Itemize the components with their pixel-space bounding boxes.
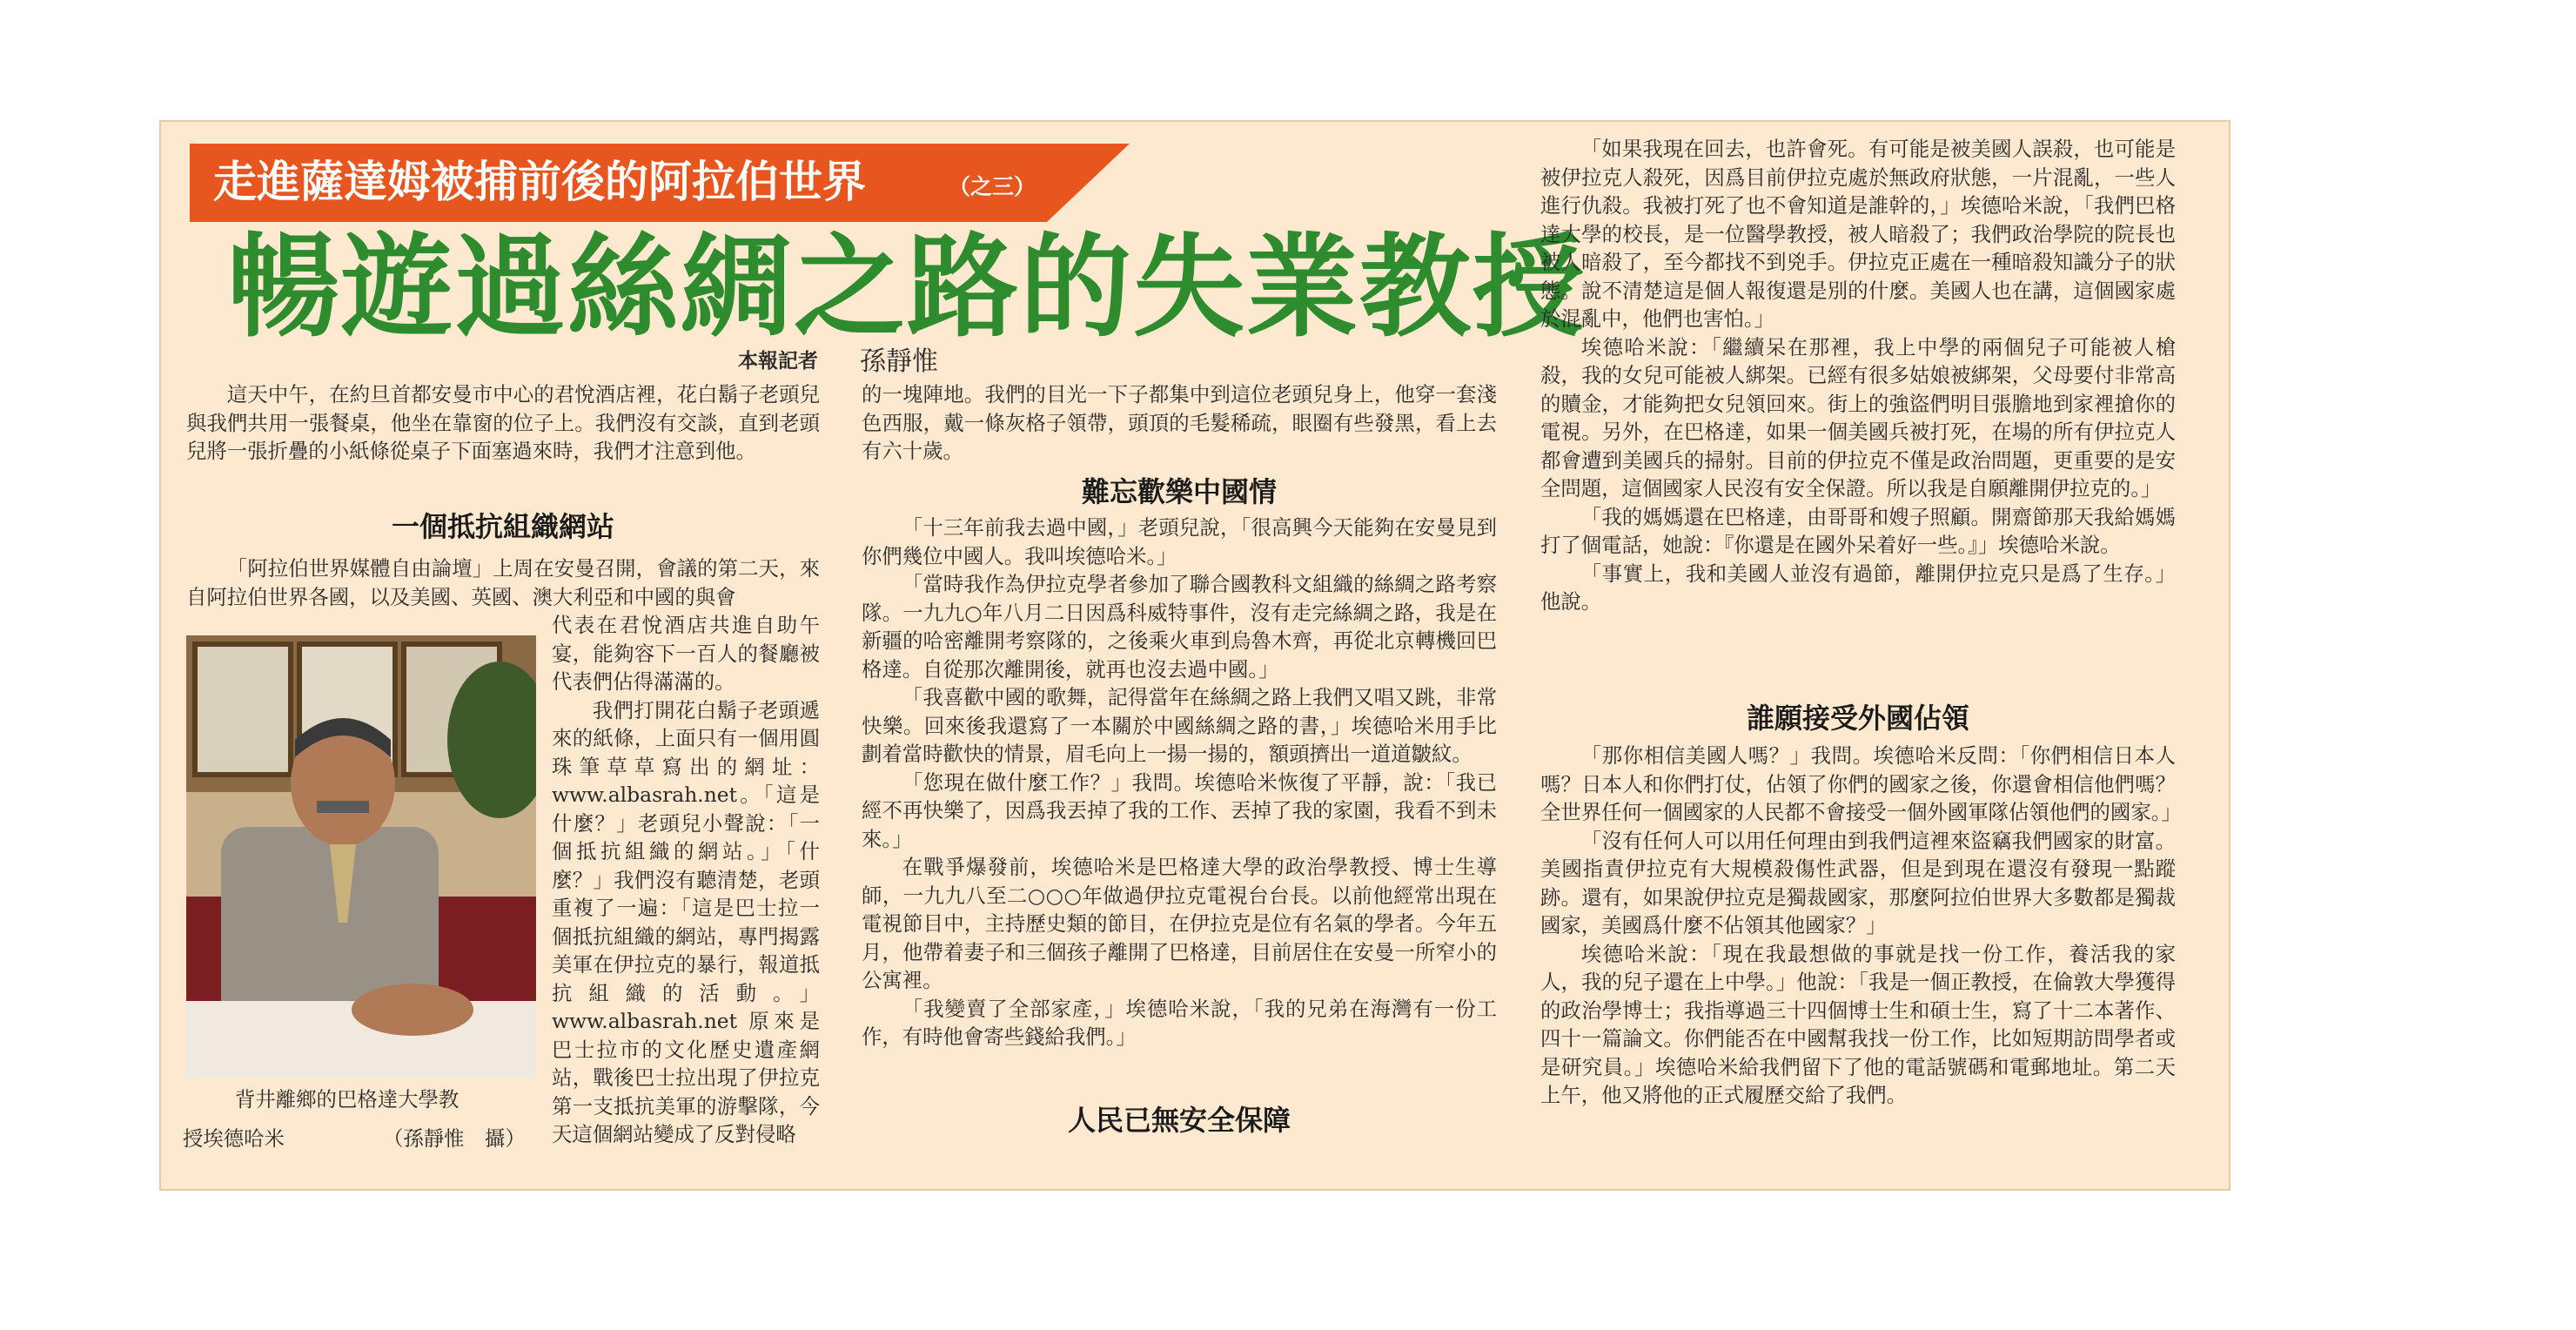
column3-body-bottom bbox=[1540, 742, 2182, 1110]
professor-photo bbox=[186, 635, 536, 1078]
paragraph: 「我的媽媽還在巴格達，由哥哥和嫂子照顧。開齋節那天我給媽媽打了個電話，她說：『你還是在國外呆着好一些。』」埃德哈米說。 bbox=[1540, 504, 2176, 557]
column1-lead bbox=[186, 380, 820, 466]
paragraph: 「十三年前我去過中國，」老頭兒說，「很高興今天能夠在安曼見到你們幾位中國人。我叫埃德哈米。」 bbox=[862, 515, 1497, 568]
paragraph: 「您現在做什麼工作？」我問。埃德哈米恢復了平靜，說：「我已經不再快樂了，因爲我丟掉了我的工作、丟掉了我的家園，我看不到未來。」 bbox=[862, 769, 1497, 851]
column2-body bbox=[862, 514, 1497, 1051]
paragraph: 「沒有任何人可以用任何理由到我們這裡來盜竊我們國家的財富。美國指責伊拉克有大規模殺傷性武器，但是到現在還沒有發現一點蹤跡。還有，如果說伊拉克是獨裁國家，那麼阿拉伯世界大多數都是獨裁國家，美國爲什麼不佔領其他國家？」 bbox=[1540, 828, 2176, 937]
headline: 暢遊過絲綢之路的失業教授 bbox=[228, 222, 1587, 353]
paragraph: 「當時我作為伊拉克學者參加了聯合國教科文組織的絲綢之路考察隊。一九九○年八月二日因爲科威特事件，沒有走完絲綢之路，我是在新疆的哈密離開考察隊的，之後乘火車到烏魯木齊，再從北京轉機回巴格達。自從那次離開後，就再也沒去過中國。」 bbox=[862, 572, 1497, 682]
paragraph: 「事實上，我和美國人並沒有過節，離開伊拉克只是爲了生存。」他說。 bbox=[1540, 561, 2176, 614]
subhead-china-memories: 難忘歡樂中國情 bbox=[1081, 475, 1277, 508]
photo-illustration bbox=[186, 635, 536, 1078]
subhead-resistance-website: 一個抵抗組織網站 bbox=[391, 510, 614, 543]
subhead-no-security: 人民已無安全保障 bbox=[1067, 1104, 1291, 1137]
column3-body-top bbox=[1540, 135, 2176, 616]
paragraph: 「那你相信美國人嗎？」我問。埃德哈米反問：「你們相信日本人嗎？日本人和你們打仗，佔領了你們的國家之後，你還會相信他們嗎？全世界任何一個國家的人民都不會接受一個外國軍隊佔領他們的國家。」 bbox=[1540, 743, 2182, 824]
series-title: 走進薩達姆被捕前後的阿拉伯世界 bbox=[213, 157, 866, 207]
byline-author: 孫靜惟 bbox=[860, 346, 938, 377]
subhead-foreign-occupation: 誰願接受外國佔領 bbox=[1746, 702, 1969, 735]
paragraph: 「如果我現在回去，也許會死。有可能是被美國人誤殺，也可能是被伊拉克人殺死，因爲目前伊拉克處於無政府狀態，一片混亂，一些人進行仇殺。我被打死了也不會知道是誰幹的，」埃德哈米說，「我們巴格達大學的校長，是一位醫學教授，被人暗殺了；我們政治學院的院長也被人暗殺了，至今都找不到兇手。伊拉克正處在一種暗殺知識分子的狀態。說不清楚這是個人報復還是別的什麼。美國人也在講，這個國家處於混亂中，他們也害怕。」 bbox=[1540, 137, 2176, 331]
paragraph: 代表在君悅酒店共進自助午宴，能夠容下一百人的餐廳被代表們佔得滿滿的。 bbox=[552, 613, 820, 694]
paragraph: 的一塊陣地。我們的目光一下子都集中到這位老頭兒身上，他穿一套淺色西服，戴一條灰格子領帶，頭頂的毛髮稀疏，眼圈有些發黑，看上去有六十歲。 bbox=[862, 382, 1497, 463]
column1-wide-paragraph bbox=[186, 554, 820, 611]
photo-caption-line2: 授埃德哈米 bbox=[183, 1126, 285, 1151]
paragraph: 「阿拉伯世界媒體自由論壇」上周在安曼召開，會議的第二天，來自阿拉伯世界各國，以及美國、英國、澳大利亞和中國的與會 bbox=[186, 556, 820, 609]
paragraph: 在戰爭爆發前，埃德哈米是巴格達大學的政治學教授、博士生導師，一九九八至二○○○年做過伊拉克電視台台長。以前他經常出現在電視節目中，主持歷史類的節目，在伊拉克是位有名氣的學者。今年五月，他帶着妻子和三個孩子離開了巴格達，目前居住在安曼一所窄小的公寓裡。 bbox=[862, 855, 1497, 992]
lead-paragraph: 這天中午，在約旦首都安曼市中心的君悅酒店裡，花白鬍子老頭兒與我們共用一張餐桌，他坐在靠窗的位子上。我們沒有交談，直到老頭兒將一張折疊的小紙條從桌子下面塞過來時，我們才注意到他。 bbox=[186, 382, 820, 463]
photo-caption-line1: 背井離鄉的巴格達大學教 bbox=[235, 1087, 460, 1112]
paragraph: 我們打開花白鬍子老頭遞來的紙條，上面只有一個用圓珠筆草草寫出的網址：www.albasrah.net。「這是什麼？」老頭兒小聲說：「一個抵抗組織的網站。」「什麼？」我們沒有聽清楚，老頭重複了一遍：「這是巴士拉一個抵抗組織的網站，專門揭露美軍在伊拉克的暴行，報道抵抗組織的活動。」www.albasrah.net 原來是巴士拉市的文化歷史遺產網站，戰後巴士拉出現了伊拉克第一支抵抗美軍的游擊隊，今天這個網站變成了反對侵略 bbox=[552, 697, 820, 1146]
photo-credit: （孫靜惟 攝） bbox=[383, 1126, 526, 1151]
paragraph: 「我變賣了全部家產，」埃德哈米說，「我的兄弟在海灣有一份工作，有時他會寄些錢給我們。」 bbox=[862, 996, 1497, 1049]
paragraph: 「我喜歡中國的歌舞，記得當年在絲綢之路上我們又唱又跳，非常快樂。回來後我還寫了一本關於中國絲綢之路的書，」埃德哈米用手比劃着當時歡快的情景，眉毛向上一揚一揚的，額頭擠出一道道皺紋。 bbox=[862, 685, 1497, 766]
series-part: （之三） bbox=[949, 174, 1036, 199]
paragraph: 埃德哈米說：「繼續呆在那裡，我上中學的兩個兒子可能被人槍殺，我的女兒可能被人綁架。已經有很多姑娘被綁架，父母要付非常高的贖金，才能夠把女兒領回來。街上的強盜們明目張膽地到家裡搶你的電視。另外，在巴格達，如果一個美國兵被打死，在場的所有伊拉克人都會遭到美國兵的掃射。目前的伊拉克不僅是政治問題，更重要的是安全問題，這個國家人民沒有安全保證。所以我是自願離開伊拉克的。」 bbox=[1540, 334, 2176, 500]
byline-label: 本報記者 bbox=[738, 349, 818, 373]
column2-continuation bbox=[862, 380, 1497, 466]
paragraph: 埃德哈米說：「現在我最想做的事就是找一份工作，養活我的家人，我的兒子還在上中學。」他說：「我是一個正教授，在倫敦大學獲得的政治學博士；我指導過三十四個博士生和碩士生，寫了十二本著作、四十一篇論文。你們能否在中國幫我找一份工作，比如短期訪問學者或是研究員。」埃德哈米給我們留下了他的電話號碼和電郵地址。第二天上午，他又將他的正式履歷交給了我們。 bbox=[1540, 941, 2176, 1107]
column1-narrow-text bbox=[552, 611, 820, 1149]
